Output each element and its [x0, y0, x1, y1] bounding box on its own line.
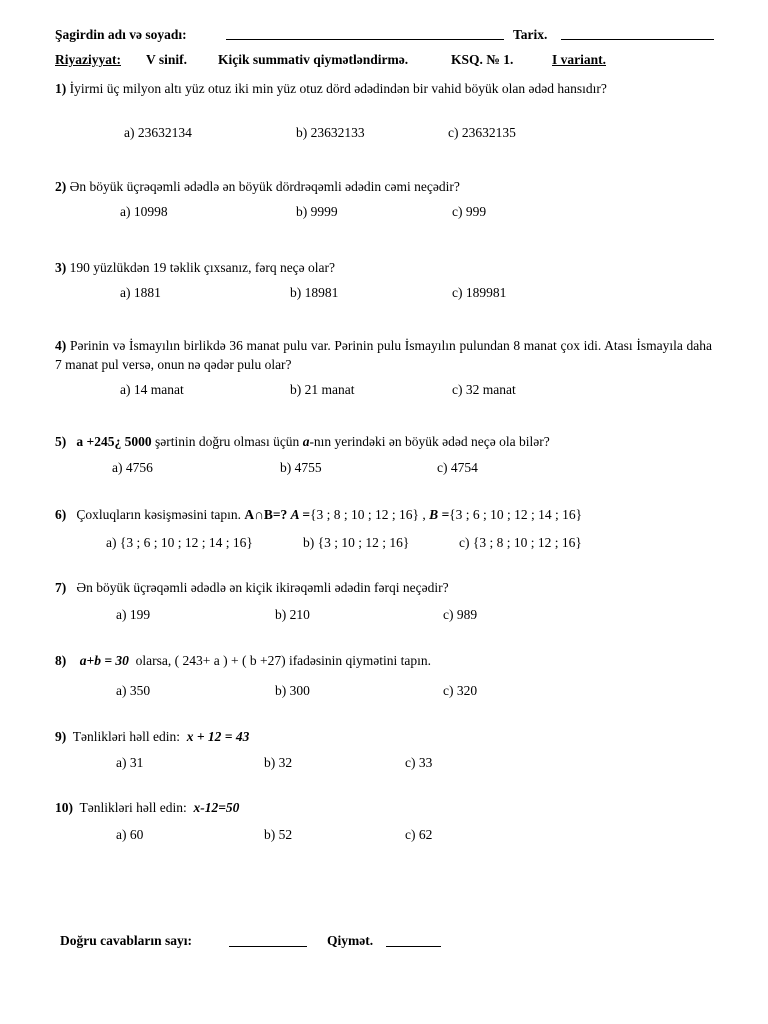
question-2 [55, 177, 712, 196]
option-b[interactable]: b) 32 [264, 755, 293, 770]
question-number: 10) [55, 800, 73, 815]
option-c[interactable]: c) 33 [405, 755, 433, 770]
student-name-field[interactable] [226, 39, 504, 40]
question-text-cont: -nın yerindəki ən böyük ədəd neçə ola bilər? [309, 434, 550, 449]
set-b-values: {3 ; 6 ; 10 ; 12 ; 14 ; 16} [449, 507, 583, 522]
question-1 [55, 79, 712, 98]
option-b[interactable]: b) 23632133 [296, 125, 365, 140]
variable-a: a [302, 434, 310, 449]
grade-label: V sinif. [146, 52, 188, 67]
date-field[interactable] [561, 39, 714, 40]
option-b[interactable]: b) 300 [275, 683, 310, 698]
intersection-expression: A∩B=? [244, 507, 288, 522]
question-6: 6) Çoxluqların kəsişməsini tapın. A∩B=? A ={3 ; 8 ; 10 ; 12 ; 16} , B ={3 ; 6 ; 10 ; 12 ; 14 ; 16} [55, 507, 583, 522]
option-b[interactable]: b) 9999 [296, 204, 338, 219]
option-a[interactable]: a) 14 manat [120, 382, 184, 397]
option-a[interactable]: a) 1881 [120, 285, 161, 300]
option-a[interactable]: a) 60 [116, 827, 144, 842]
option-b[interactable]: b) 21 manat [290, 382, 355, 397]
question-text: Ən böyük üçrəqəmli ədədlə ən böyük dördrəqəmli ədədin cəmi neçədir? [69, 179, 460, 194]
equation: x + 12 = 43 [186, 729, 250, 744]
question-9 [55, 729, 249, 745]
question-text: olarsa, ( 243+ a ) + ( b +27) ifadəsinin qiymətini tapın. [135, 653, 432, 668]
question-text: Çoxluqların kəsişməsini tapın. [76, 507, 241, 522]
question-text: Tənlikləri həll edin: [72, 729, 180, 744]
question-5 [55, 434, 550, 450]
question-number: 7) [55, 580, 67, 595]
question-number: 2) [55, 179, 67, 194]
option-a[interactable]: a) 31 [116, 755, 144, 770]
test-number: KSQ. № 1. [451, 52, 514, 67]
student-name-label: Şagirdin adı və soyadı: [55, 27, 187, 42]
question-number: 9) [55, 729, 67, 744]
option-b[interactable]: b) {3 ; 10 ; 12 ; 16} [303, 535, 410, 550]
set-a-label: A = [290, 507, 310, 522]
date-label: Tarix. [513, 27, 548, 42]
question-4 [55, 336, 712, 374]
condition-expression: a +245¿ 5000 [76, 434, 152, 449]
subject-label: Riyaziyyat: [55, 52, 121, 67]
option-a[interactable]: a) 350 [116, 683, 151, 698]
question-number: 6) [55, 507, 67, 522]
correct-answers-label: Doğru cavabların sayı: [60, 933, 193, 948]
option-c[interactable]: c) {3 ; 8 ; 10 ; 12 ; 16} [459, 535, 582, 550]
question-number: 8) [55, 653, 67, 668]
question-10 [55, 800, 239, 816]
option-c[interactable]: c) 189981 [452, 285, 507, 300]
condition-expression: a+b = 30 [79, 653, 129, 668]
question-3 [55, 258, 712, 277]
option-b[interactable]: b) 210 [275, 607, 310, 622]
question-text: Tənlikləri həll edin: [79, 800, 187, 815]
option-c[interactable]: c) 989 [443, 607, 478, 622]
question-number: 1) [55, 81, 67, 96]
option-c[interactable]: c) 999 [452, 204, 487, 219]
option-a[interactable]: a) 23632134 [124, 125, 192, 140]
question-text: 190 yüzlükdən 19 təklik çıxsanız, fərq neçə olar? [69, 260, 336, 275]
correct-answers-field[interactable] [229, 946, 307, 947]
question-number: 5) [55, 434, 67, 449]
question-number: 3) [55, 260, 67, 275]
question-text: Ən böyük üçrəqəmli ədədlə ən kiçik ikirəqəmli ədədin fərqi neçədir? [76, 580, 449, 595]
option-c[interactable]: c) 4754 [437, 460, 478, 475]
question-text: İyirmi üç milyon altı yüz otuz iki min yüz otuz dörd ədədindən bir vahid böyük olan ədəd hansıdır? [69, 81, 607, 96]
option-c[interactable]: c) 320 [443, 683, 478, 698]
option-a[interactable]: a) 4756 [112, 460, 153, 475]
question-text: Pərinin və İsmayılın birlikdə 36 manat pulu var. Pərinin pulu İsmayılın pulundan 8 manat çox idi. Atası İsmayıla daha 7 manat pul versə, onun nə qədər pulu olar? [55, 338, 713, 372]
grade-score-field[interactable] [386, 946, 441, 947]
option-b[interactable]: b) 52 [264, 827, 293, 842]
question-number: 4) [55, 338, 67, 353]
grade-score-label: Qiymət. [327, 933, 374, 948]
variant-label: I variant. [552, 52, 606, 67]
option-a[interactable]: a) 10998 [120, 204, 168, 219]
option-c[interactable]: c) 62 [405, 827, 433, 842]
set-a-values: {3 ; 8 ; 10 ; 12 ; 16} [309, 507, 419, 522]
test-name: Kiçik summativ qiymətləndirmə. [218, 52, 409, 67]
question-7 [55, 580, 449, 596]
option-a[interactable]: a) 199 [116, 607, 151, 622]
option-a[interactable]: a) {3 ; 6 ; 10 ; 12 ; 14 ; 16} [106, 535, 253, 550]
option-c[interactable]: c) 23632135 [448, 125, 516, 140]
question-text: şərtinin doğru olması üçün [154, 434, 300, 449]
set-b-label: B = [429, 507, 450, 522]
question-8 [55, 653, 431, 669]
option-b[interactable]: b) 4755 [280, 460, 322, 475]
option-b[interactable]: b) 18981 [290, 285, 339, 300]
option-c[interactable]: c) 32 manat [452, 382, 516, 397]
equation: x-12=50 [193, 800, 240, 815]
